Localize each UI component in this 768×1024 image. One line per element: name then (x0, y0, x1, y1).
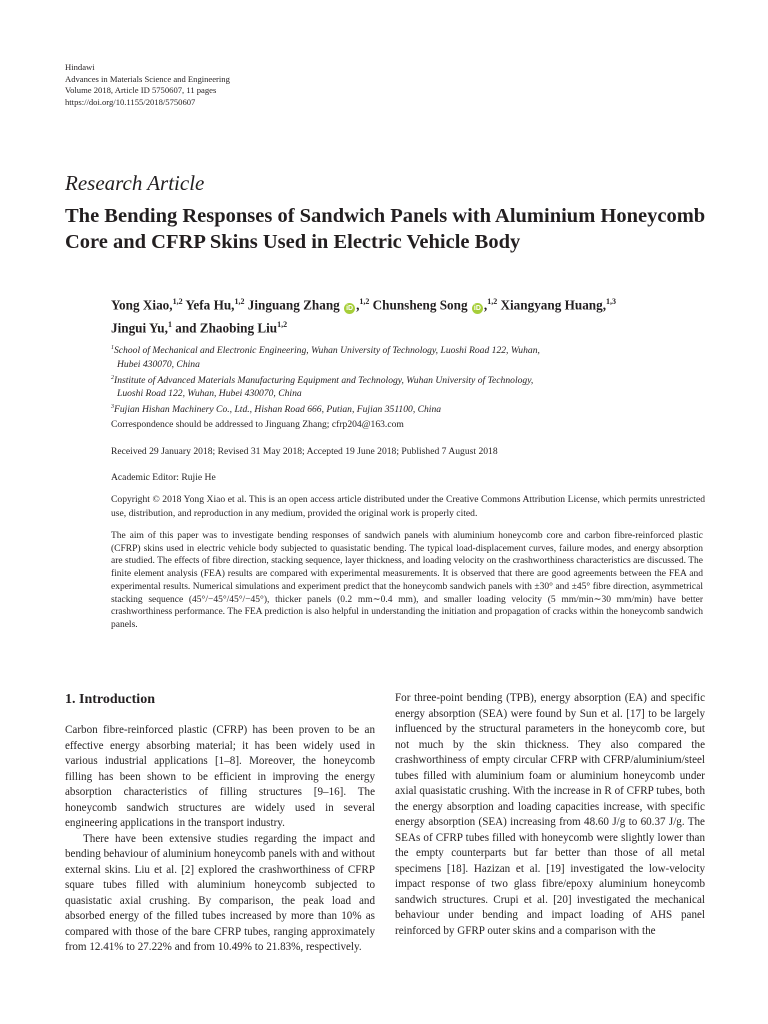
orcid-icon[interactable]: iD (346, 305, 354, 313)
journal-header (65, 62, 230, 108)
author-name: Jinguang Zhang (247, 297, 340, 313)
author-name: Xiangyang Huang, (500, 297, 607, 313)
publisher-name: Hindawi (65, 62, 95, 72)
paragraph: For three-point bending (TPB), energy absorption (EA) and specific energy absorption (SEA) were found by Sun et al. [17] to be largely influenced by the structural parameters in the honeycomb core, but not much by the skin thickness. They also compared the crashworthiness of empty circular CFRP with CFRP/aluminium/steel tubes filled with aluminium foam or aluminium honeycomb under axial quasistatic crushing. With the increase in R of CFRP tubes, both the energy absorption and loading capacities increase, with specific energy absorption (SEA) increasing from 48.60 J/g to 60.37 J/g. The SEAs of CFRP tubes filled with honeycomb were slightly lower than the empty counterparts but far better than those of all metal specimens [18]. Hazizan et al. [19] investigated the low-velocity impact response of two glass fibre/epoxy aluminium honeycomb sandwich structures. Crupi et al. [20] investigated the mechanical behaviour under bending and impact loading of AHS panel reinforced by GFRP outer skins and a comparison with the (395, 692, 705, 937)
author-affil: 1,2 (277, 320, 288, 330)
section-heading: 1. Introduction (65, 692, 155, 707)
affiliation-text: School of Mechanical and Electronic Engineering, Wuhan University of Technology, Luoshi Road 122, Wuhan, (114, 345, 540, 357)
paragraph: There have been extensive studies regarding the impact and bending behaviour of aluminium honeycomb panels with and without external skins. Liu et al. [2] explored the crashworthiness of CFRP square tubes filled with aluminium honeycomb subjected to quasistatic axial crushing. By comparison, the peak load and absorbed energy of the filled tubes increased by more than 10% as compared with those of the bare CFRP tubes, ranging approximately from 12.41% to 27.22% and from 10.49% to 21.83%, respectively. (65, 832, 375, 953)
affiliation-item-cont: Hubei 430070, China (117, 358, 200, 370)
article-type: Research Article (65, 171, 205, 195)
affiliation-number: 1 (111, 345, 114, 351)
journal-name: Advances in Materials Science and Engineering (65, 73, 230, 84)
author-affil: 1,2 (487, 297, 498, 306)
body-column-left (65, 723, 375, 956)
author-affil: 1,2 (234, 297, 245, 306)
author-name: and Zhaobing Liu (175, 320, 278, 336)
affiliation-item-cont: Luoshi Road 122, Wuhan, Hubei 430070, China (117, 388, 302, 400)
volume-info: Volume 2018, Article ID 5750607, 11 pages (65, 85, 217, 95)
body-column-right (395, 691, 705, 939)
affiliation-text: Fujian Hishan Machinery Co., Ltd., Hishan Road 666, Putian, Fujian 351100, China (114, 404, 442, 416)
academic-editor: Academic Editor: Rujie He (111, 472, 216, 483)
author-name: Yong Xiao, (111, 297, 173, 313)
affiliation-item (111, 401, 711, 417)
affiliations (111, 342, 711, 417)
doi-link[interactable]: https://doi.org/10.1155/2018/5750607 (65, 96, 196, 107)
affiliation-item (111, 342, 711, 358)
author-name: Yefa Hu, (185, 297, 235, 313)
author-name: Jingui Yu, (111, 320, 168, 336)
author-affil: 1,2 (172, 297, 183, 306)
affiliation-text: Institute of Advanced Materials Manufacturing Equipment and Technology, Wuhan University of Technology, (114, 374, 534, 386)
affiliation-number: 3 (111, 404, 114, 411)
author-name: Chunsheng Song (372, 297, 468, 313)
copyright-notice: Copyright © 2018 Yong Xiao et al. This is an open access article distributed under the Creative Commons Attribution License, which permits unrestricted use, distribution, and reproduction in any medium, provided the original work is properly cited. (111, 494, 705, 519)
abstract: The aim of this paper was to investigate bending responses of sandwich panels with aluminium honeycomb core and carbon fibre-reinforced plastic (CFRP) skins used in electric vehicle body subjected to quasistatic bending. The typical load-displacement curves, failure modes, and energy absorption are studied. The effects of fibre direction, stacking sequence, layer thickness, and loading velocity on the crashworthiness characteristics are discussed. The finite element analysis (FEA) results are compared with experimental measurements. It is observed that there are good agreements between the FEA and experimental results. Numerical simulations and experiment predict that the honeycomb sandwich panels with ±30° and ±45° fibre direction, asymmetrical stacking sequence (45°/−45°/45°/−45°), thicker panels (0.2 mm∼0.4 mm), and smaller loading velocity (5 mm/min∼30 mm/min) have better crashworthiness performance. The FEA prediction is also helpful in understanding the initiation and propagation of cracks within the honeycomb sandwich panels. (111, 531, 703, 630)
author-list: Yong Xiao,$^{1,2}$ Yefa Hu,$^{1,2}$ Jinguang Zhang iD ,$^{1,2}$ Chunsheng Song iD ,$^{1,2}$ Xiangyang Huang,$^{1,3}$ Jingui Yu,$^1$ and Zhaobing Liu$^{1,2}$ (111, 297, 617, 336)
author-affil: 1,2 (359, 297, 370, 306)
author-affil: 1,3 (606, 297, 617, 306)
paper-title: The Bending Responses of Sandwich Panels with Aluminium Honeycomb Core and CFRP Skins Used in Electric Vehicle Body (65, 205, 706, 253)
publication-dates: Received 29 January 2018; Revised 31 May 2018; Accepted 19 June 2018; Published 7 August 2018 (111, 446, 498, 457)
correspondence: Correspondence should be addressed to Jinguang Zhang; cfrp204@163.com (111, 419, 404, 430)
orcid-icon[interactable]: iD (473, 305, 481, 313)
paragraph: Carbon fibre-reinforced plastic (CFRP) has been proven to be an effective energy absorbing material; it has been widely used in various industrial applications [1–8]. Moreover, the honeycomb filling has been shown to be efficient in improving the energy absorption characteristics of filling structures [9–16]. The honeycomb sandwich structures are widely used in several engineering applications in the transport industry. (65, 724, 375, 829)
affiliation-number: 2 (111, 374, 114, 381)
affiliation-item (111, 372, 711, 388)
author-affil: 1 (167, 320, 172, 330)
